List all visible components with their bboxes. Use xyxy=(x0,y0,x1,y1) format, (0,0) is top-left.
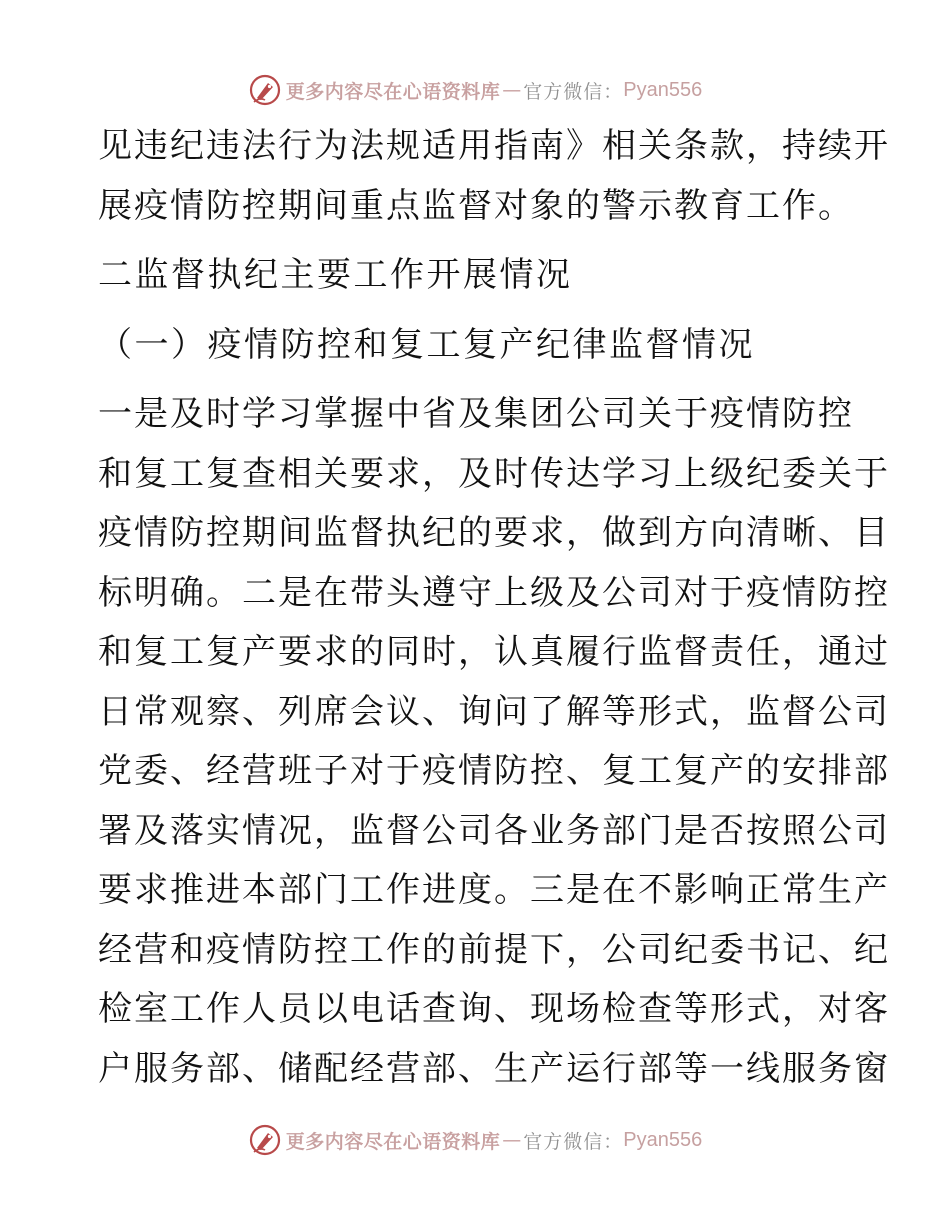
body-line: 一是及时学习掌握中省及集团公司关于疫情防控 xyxy=(98,394,854,434)
body-line: 见违纪违法行为法规适用指南》相关条款，持续开 xyxy=(98,126,890,166)
watermark-wechat-label: 官方微信： xyxy=(523,80,624,103)
watermark-wechat-handle: Pyan556 xyxy=(623,78,703,101)
subsection-heading: （一）疫情防控和复工复产纪律监督情况 xyxy=(98,324,755,365)
body-line: 要求推进本部门工作进度。三是在不影响正常生产 xyxy=(98,870,890,910)
body-line: 检室工作人员以电话查询、现场检查等形式，对客 xyxy=(98,989,890,1029)
body-line: 展疫情防控期间重点监督对象的警示教育工作。 xyxy=(98,185,854,226)
header-watermark xyxy=(0,70,950,110)
body-line: 和复工复查相关要求，及时传达学习上级纪委关于 xyxy=(98,453,890,494)
pen-nib-circle-icon xyxy=(248,1123,282,1157)
document-body xyxy=(98,117,890,1099)
body-line: 署及落实情况，监督公司各业务部门是否按照公司 xyxy=(98,810,890,851)
watermark-site-name: 更多内容尽在心语资料库 xyxy=(285,80,501,103)
watermark-dash: — xyxy=(502,1129,522,1151)
watermark-dash: — xyxy=(502,79,522,101)
body-line: 经营和疫情防控工作的前提下，公司纪委书记、纪 xyxy=(98,929,890,970)
body-line: 标明确。二是在带头遵守上级及公司对于疫情防控 xyxy=(98,572,890,613)
watermark-wechat-handle: Pyan556 xyxy=(623,1128,703,1151)
pen-nib-circle-icon xyxy=(248,73,282,107)
body-line: 和复工复产要求的同时，认真履行监督责任，通过 xyxy=(98,632,890,672)
body-line: 党委、经营班子对于疫情防控、复工复产的安排部 xyxy=(98,751,890,791)
footer-watermark xyxy=(0,1120,950,1160)
body-line: 户服务部、储配经营部、生产运行部等一线服务窗 xyxy=(98,1048,890,1089)
body-line: 日常观察、列席会议、询问了解等形式，监督公司 xyxy=(98,691,890,732)
watermark-site-name: 更多内容尽在心语资料库 xyxy=(285,1130,501,1153)
section-heading: 二监督执纪主要工作开展情况 xyxy=(98,255,573,295)
body-line: 疫情防控期间监督执纪的要求，做到方向清晰、目 xyxy=(98,513,890,553)
watermark-wechat-label: 官方微信： xyxy=(523,1130,624,1153)
